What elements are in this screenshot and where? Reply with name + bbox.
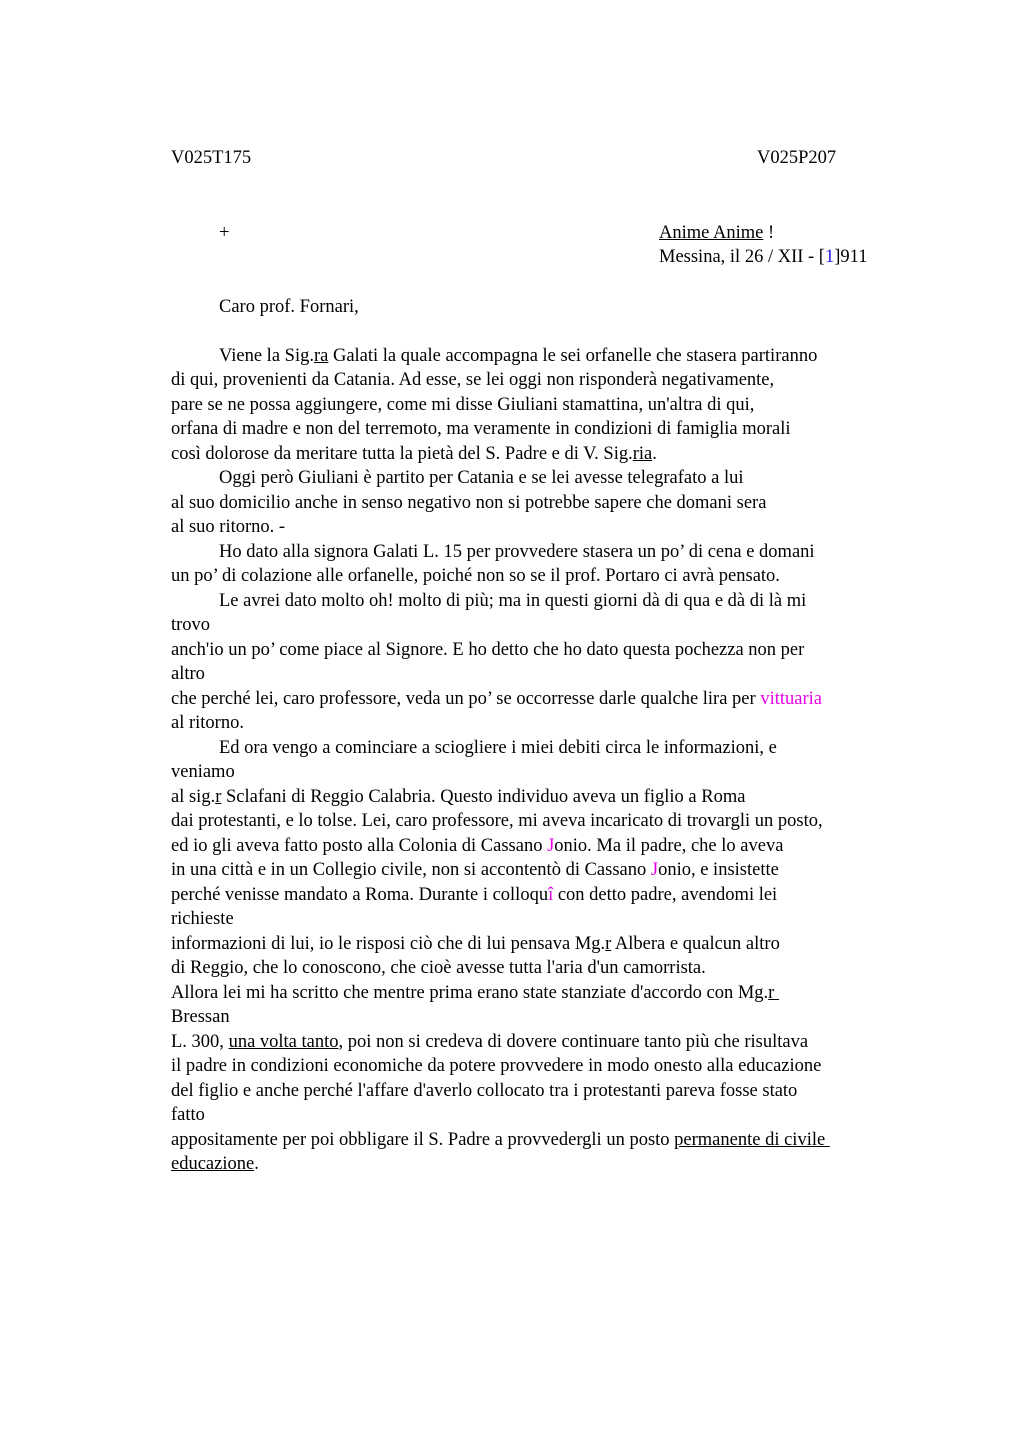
body-line: ed io gli aveva fatto posto alla Colonia di Cassano Jonio. Ma il padre, che lo aveva	[171, 836, 784, 856]
dateline-prefix: Messina, il 26 / XII - [	[659, 247, 825, 267]
doc-code-left: V025T175	[171, 148, 252, 168]
body-line: Viene la Sig.ra Galati la quale accompagna le sei orfanelle che stasera partiranno	[219, 346, 818, 366]
body-line: Oggi però Giuliani è partito per Catania e se lei avesse telegrafato a lui	[219, 468, 744, 488]
motto-text: Anime Anime	[659, 223, 764, 243]
body-line: Ed ora vengo a cominciare a sciogliere i miei debiti circa le informazioni, e	[219, 738, 777, 758]
body-line: anch'io un po’ come piace al Signore. E ho detto che ho dato questa pochezza non per	[171, 640, 805, 660]
body-line: il padre in condizioni economiche da potere provvedere in modo onesto alla educazione	[171, 1056, 822, 1076]
body-line: appositamente per poi obbligare il S. Padre a provvedergli un posto permanente di civile	[171, 1130, 830, 1150]
correction-highlight: J	[547, 836, 555, 856]
body-line: trovo	[171, 615, 211, 635]
body-line: di Reggio, che lo conoscono, che cioè avesse tutta l'aria d'un camorrista.	[171, 958, 706, 978]
body-line: perché venisse mandato a Roma. Durante i colloquî con detto padre, avendomi lei	[171, 885, 778, 905]
body-line: Allora lei mi ha scritto che mentre prima erano state stanziate d'accordo con Mg.r	[171, 983, 779, 1003]
body-line: veniamo	[171, 762, 235, 782]
body-line: Ho dato alla signora Galati L. 15 per provvedere stasera un po’ di cena e domani	[219, 542, 815, 562]
doc-code-right: V025P207	[757, 148, 837, 168]
body-line: al suo ritorno. -	[171, 517, 286, 537]
body-line: al ritorno.	[171, 713, 244, 733]
body-line: L. 300, una volta tanto, poi non si credeva di dovere continuare tanto più che risultava	[171, 1032, 809, 1052]
body-line: Bressan	[171, 1007, 230, 1027]
dateline	[659, 246, 867, 268]
body-line: di qui, provenienti da Catania. Ad esse, se lei oggi non risponderà negativamente,	[171, 370, 775, 390]
body-line: fatto	[171, 1105, 205, 1125]
body-line: che perché lei, caro professore, veda un po’ se occorresse darle qualche lira per vittuaria	[171, 689, 822, 709]
motto-suffix: !	[763, 223, 775, 243]
motto	[659, 222, 774, 244]
body-line: in una città e in un Collegio civile, non si accontentò di Cassano Jonio, e insistette	[171, 860, 779, 880]
body-line: orfana di madre e non del terremoto, ma veramente in condizioni di famiglia morali	[171, 419, 791, 439]
dateline-suffix: ]911	[834, 247, 868, 267]
salutation: Caro prof. Fornari,	[219, 297, 359, 317]
dateline-digit: 1	[824, 247, 835, 267]
body-line: informazioni di lui, io le risposi ciò che di lui pensava Mg.r Albera e qualcun altro	[171, 934, 780, 954]
body-line: del figlio e anche perché l'affare d'averlo collocato tra i protestanti pareva fosse stato	[171, 1081, 798, 1101]
body-line: così dolorose da meritare tutta la pietà del S. Padre e di V. Sig.ria.	[171, 444, 657, 464]
cross-symbol: +	[219, 223, 230, 243]
body-line: al sig.r Sclafani di Reggio Calabria. Questo individuo aveva un figlio a Roma	[171, 787, 746, 807]
body-line: un po’ di colazione alle orfanelle, poiché non so se il prof. Portaro ci avrà pensato.	[171, 566, 780, 586]
body-line: dai protestanti, e lo tolse. Lei, caro professore, mi aveva incaricato di trovargli un posto,	[171, 811, 823, 831]
body-line: Le avrei dato molto oh! molto di più; ma in questi giorni dà di qua e dà di là mi	[219, 591, 807, 611]
body-line: richieste	[171, 909, 234, 929]
correction-highlight: î	[548, 885, 554, 905]
body-line: pare se ne possa aggiungere, come mi disse Giuliani stamattina, un'altra di qui,	[171, 395, 755, 415]
correction-highlight: vittuaria	[760, 689, 822, 709]
body-line: educazione.	[171, 1154, 259, 1174]
body-line: altro	[171, 664, 205, 684]
correction-highlight: J	[650, 860, 659, 880]
body-line: al suo domicilio anche in senso negativo non si potrebbe sapere che domani sera	[171, 493, 767, 513]
